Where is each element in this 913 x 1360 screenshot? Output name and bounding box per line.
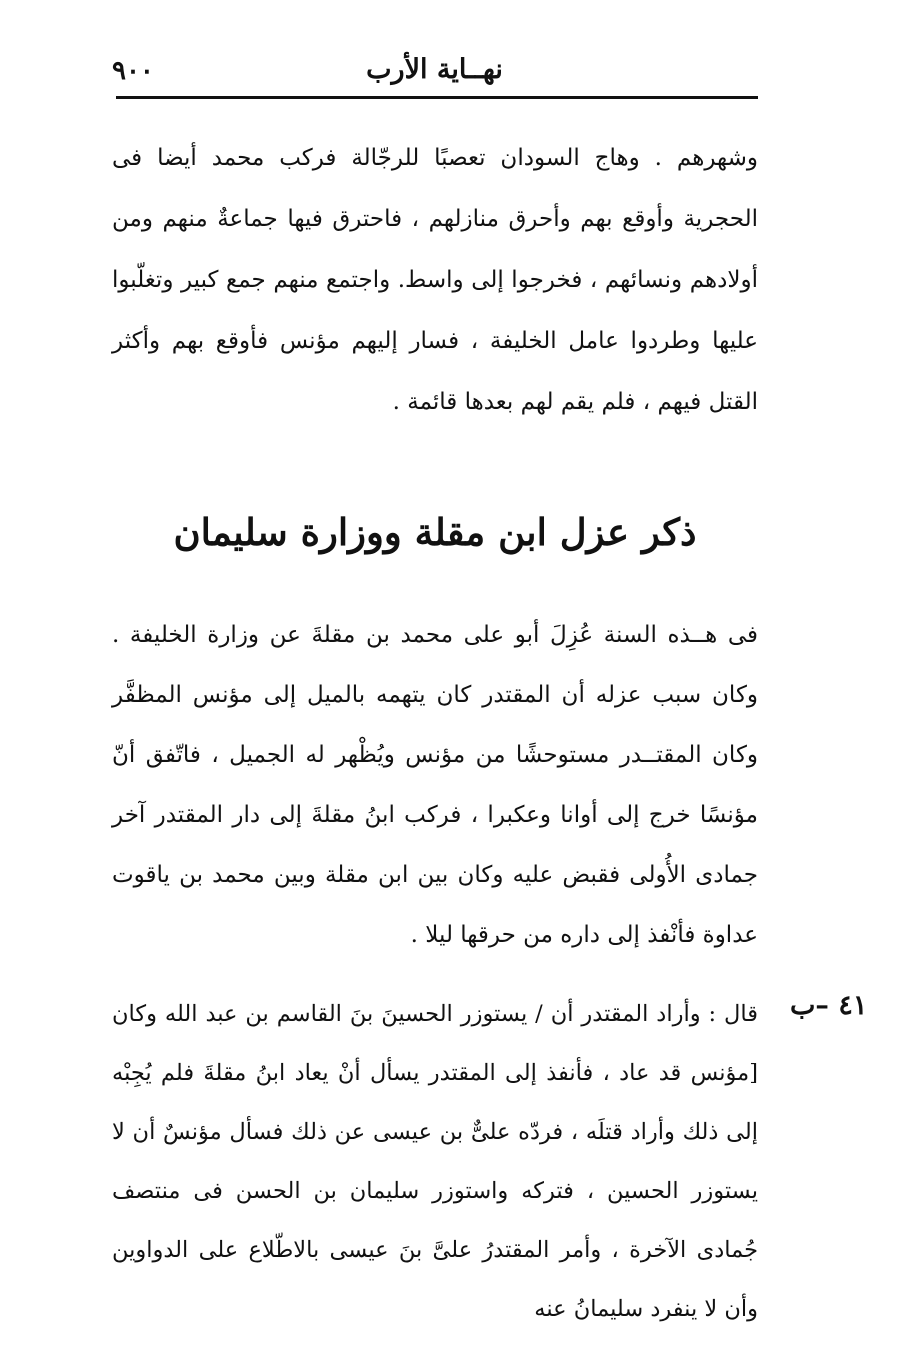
section-paragraph: فى هــذه السنة عُزِلَ أبو على محمد بن مقلةَ عن وزارة الخليفة . وكان سبب عزله أن المقتدر كان يتهمه بالميل إلى مؤنس المظفَّر وكان المقتــدر مستوحشًا من مؤنس ويُظْهر له الجميل ، فاتّفق أنّ مؤنسًا خرج إلى أوانا وعكبرا ، فركب ابنُ مقلةَ إلى دار المقتدر آخر جمادى الأُولى فقبض عليه وكان بين ابن مقلة وبين محمد بن ياقوت عداوة فأنْفذ إلى داره من حرقها ليلا .: [112, 622, 758, 948]
page-number: ٩٠٠: [112, 56, 154, 86]
margin-folio-note: ٤١ –ب: [790, 990, 868, 1021]
page-header: [112, 52, 757, 98]
body-paragraph: وشهرهم . وهاج السودان تعصبًا للرجّالة فركب محمد أيضا فى الحجرية وأوقع بهم وأحرق منازلهم ، فاحترق فيها جماعةٌ منهم ومن أولادهم ونسائهم ، فخرجوا إلى واسط. واجتمع منهم جمع كبير وتغلّبوا عليها وطردوا عامل الخليفة ، فسار إليهم مؤنس فأوقع بهم وأكثر القتل فيهم ، فلم يقم لهم بعدها قائمة .: [112, 145, 758, 415]
section-heading: ذكر عزل ابن مقلة ووزارة سليمان: [173, 510, 697, 554]
section-paragraph: قال : وأراد المقتدر أن / يستوزر الحسينَ بنَ القاسم بن عبد الله وكان [مؤنس قد عاد ، فأنفذ إلى المقتدر يسأل أنْ يعاد ابنُ مقلةَ فلم يُجِبْه إلى ذلك وأراد قتلَه ، فردّه علىٌّ بن عيسى عن ذلك فسأل مؤنسٌ أن لا يستوزر الحسين ، فتركه واستوزر سليمان بن الحسن فى منتصف جُمادى الآخرة ، وأمر المقتدرُ علىَّ بنَ عيسى بالاطّلاع على الدواوين وأن لا ينفرد سليمانُ عنه: [112, 1001, 758, 1322]
header-rule: [116, 96, 758, 99]
running-title: نهــاية الأرب: [366, 54, 503, 85]
